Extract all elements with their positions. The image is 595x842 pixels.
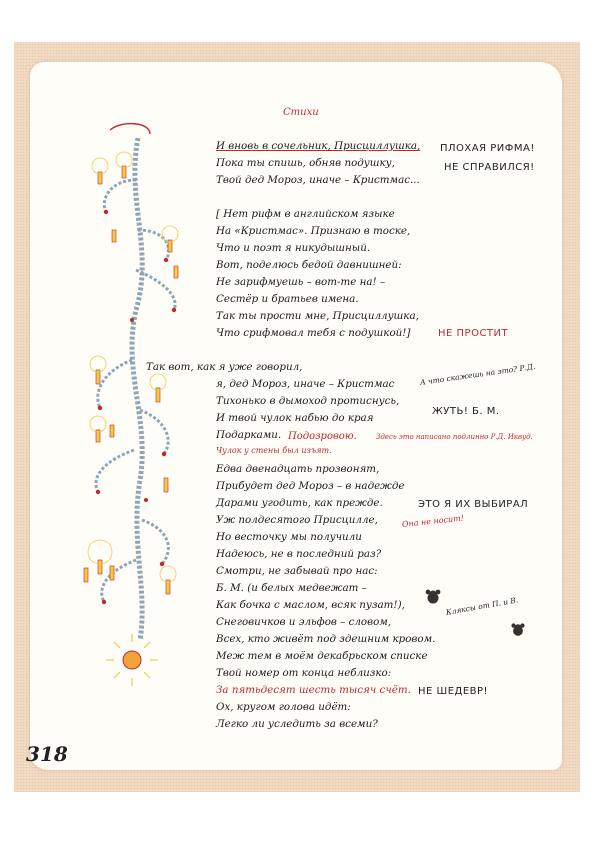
- bear-blot-icon: [510, 622, 526, 638]
- poem-line: Прибудет дед Мороз – в надежде: [216, 480, 405, 492]
- note-stocking: Чулок у стены был изъят.: [216, 446, 332, 455]
- note-blots: Кляксы от П. и В.: [445, 595, 519, 617]
- poem-line: я, дед Мороз, иначе – Кристмас: [216, 378, 395, 390]
- poem-line: Что и поэт я никудышный.: [216, 242, 371, 254]
- poem-line: Снеговичков и эльфов – словом,: [216, 616, 392, 628]
- poem-line: На «Кристмас». Признаю в тоске,: [216, 225, 411, 237]
- poem-line: Так ты прости мне, Присциллушка,: [216, 310, 419, 322]
- poem-line: Как бочка с маслом, всяк пузат!),: [216, 599, 405, 611]
- poem-line: Смотри, не забывай про нас:: [216, 565, 378, 577]
- poem-line: Не зарифмуешь – вот-те на! –: [216, 276, 386, 288]
- poem-line: [ Нет рифм в английском языке: [216, 208, 395, 220]
- poem-line: Всех, кто живёт под здешним кровом.: [216, 633, 436, 645]
- poem-line: Твой дед Мороз, иначе – Кристмас...: [216, 174, 420, 186]
- poem-line: Уж полдесятого Присцилле,: [216, 514, 378, 526]
- poem-line: Что срифмовал тебя с подушкой!]: [216, 327, 411, 339]
- poem-line: Дарами угодить, как прежде.: [216, 497, 383, 509]
- note-creepy: ЖУТЬ! Б. М.: [432, 406, 500, 417]
- note-very-true: Она не носит!: [401, 513, 465, 529]
- poem-line: Твой номер от конца неблизко:: [216, 667, 392, 679]
- note-wont-forgive: НЕ ПРОСТИТ: [438, 328, 509, 339]
- poem-line-highlight: За пятьдесят шесть тысяч счёт.: [216, 684, 411, 696]
- bear-blot-icon: [424, 588, 442, 606]
- poem-line: Едва двенадцать прозвонят,: [216, 463, 380, 475]
- poem-line: Тихонько в дымоход протиснусь,: [216, 395, 400, 407]
- note-not-masterpiece: НЕ ШЕДЕВР!: [418, 686, 489, 697]
- note-bad-rhyme: ПЛОХАЯ РИФМА!: [440, 143, 535, 154]
- page-title: Стихи: [283, 107, 319, 118]
- note-i-chose: ЭТО Я ИХ ВЫБИРАЛ: [418, 499, 529, 510]
- poem-line: И твой чулок набью до края: [216, 412, 374, 424]
- poem-line: Легко ли уследить за всеми?: [216, 718, 378, 730]
- poem-line: Б. М. (и белых медвежат –: [216, 582, 367, 594]
- poem-line: Меж тем в моём декабрьском списке: [216, 650, 428, 662]
- poem-line: Надеюсь, не в последний раз?: [216, 548, 382, 560]
- poem-line: Подарками.: [216, 429, 282, 441]
- page-number: 318: [26, 742, 68, 766]
- candle-garland-illustration: [70, 120, 210, 700]
- note-what-say: А что скажешь на это? Р.Д.: [419, 361, 536, 387]
- note-suspicious: Подозрoвою.: [288, 431, 357, 442]
- note-not-managed: НЕ СПРАВИЛСЯ!: [444, 162, 535, 173]
- poem-line: Пока ты спишь, обняв подушку,: [216, 157, 395, 169]
- poem-line: Но весточку мы получили: [216, 531, 362, 543]
- poem-line: Вот, поделюсь бедой давнишней:: [216, 259, 402, 271]
- note-written-by: Здесь это написано подлинно Р.Д. Иквуд.: [376, 433, 533, 441]
- poem-line: Сестёр и братьев имена.: [216, 293, 359, 305]
- poem-line: И вновь в сочельник, Присциллушка,: [216, 140, 421, 152]
- poem-line: Так вот, как я уже говорил,: [146, 361, 303, 373]
- poem-line: Ох, кругом голова идёт:: [216, 701, 351, 713]
